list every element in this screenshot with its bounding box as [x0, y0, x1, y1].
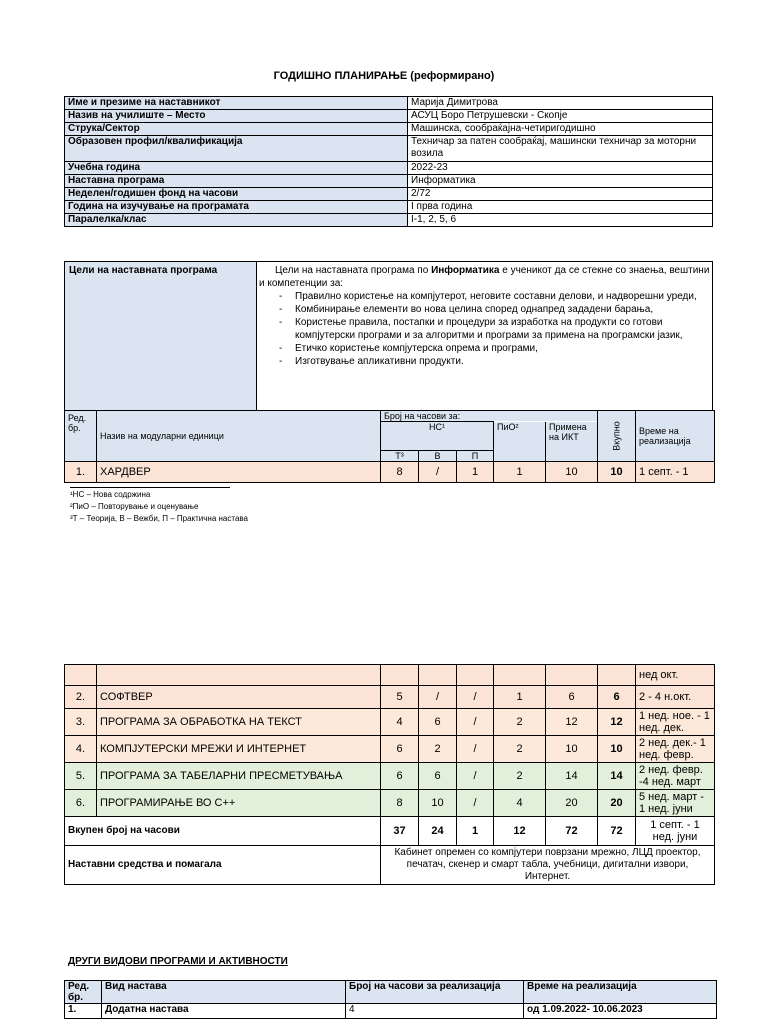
row-t: 8	[381, 790, 419, 817]
goal-item: - Комбинирање елементи во нова целина според однапред зададени барања,	[295, 303, 710, 316]
row-v: 6	[419, 709, 457, 736]
row-p: /	[457, 686, 494, 709]
row-pio: 4	[494, 790, 546, 817]
footnote: ¹НС – Нова содржина	[70, 490, 151, 499]
footnote: ²ПиО – Повторување и оценување	[70, 502, 199, 511]
row-num: 6.	[65, 790, 97, 817]
row-v: 6	[419, 763, 457, 790]
row-when: нед окт.	[636, 665, 715, 686]
col-t-header: Т³	[381, 451, 419, 462]
col-total-label: Вкупно	[611, 421, 622, 451]
info-value: Техничар за патен сообраќај, машински техничар за моторни возила	[408, 136, 713, 162]
row-t: 5	[381, 686, 419, 709]
row-num: 3.	[65, 709, 97, 736]
row-when: 2 - 4 н.окт.	[636, 686, 715, 709]
info-label: Струка/Сектор	[65, 123, 408, 136]
info-row	[65, 97, 713, 110]
info-row	[65, 175, 713, 188]
col-total-header	[598, 411, 636, 462]
row-p: /	[457, 763, 494, 790]
info-value: 2/72	[408, 188, 713, 201]
row-when: 5 нед. март - 1 нед. јуни	[636, 790, 715, 817]
col-pio-header: ПиО²	[494, 422, 546, 462]
row-t: 6	[381, 736, 419, 763]
info-value: 2022-23	[408, 162, 713, 175]
row-name: КОМПЈУТЕРСКИ МРЕЖИ И ИНТЕРНЕТ	[97, 736, 381, 763]
row-p: /	[457, 790, 494, 817]
row-ikt: 20	[546, 790, 598, 817]
col-hours-header: Број на часови за:	[381, 411, 598, 422]
row-p: /	[457, 709, 494, 736]
col-p-header: П	[457, 451, 494, 462]
activity-row	[65, 1004, 717, 1019]
info-label: Учебна година	[65, 162, 408, 175]
row-v: 2	[419, 736, 457, 763]
info-value: АСУЦ Боро Петрушевски - Скопје	[408, 110, 713, 123]
row-ikt: 12	[546, 709, 598, 736]
row-when: 1 септ. - 1	[636, 462, 715, 483]
act-when-header: Време на реализација	[524, 981, 717, 1004]
goal-item: - Етичко користење компјутерска опрема и програми,	[295, 342, 710, 355]
col-when-header: Време на реализација	[636, 411, 715, 462]
act-num: 1.	[65, 1004, 102, 1019]
goals-label: Цели на наставната програма	[65, 262, 257, 411]
resources-value: Кабинет опремен со компјутери поврзани мрежно, ЛЦД проектор, печатач, скенер и смарт табла, учебници, дигитални извори, Интернет.	[381, 846, 715, 885]
resources-label: Наставни средства и помагала	[65, 846, 381, 885]
module-row	[65, 462, 715, 483]
module-row	[65, 763, 715, 790]
row-name: СОФТВЕР	[97, 686, 381, 709]
info-value: Машинска, сообраќајна-четиригодишно	[408, 123, 713, 136]
row-total: 14	[598, 763, 636, 790]
resources-row	[65, 846, 715, 885]
totals-row	[65, 817, 715, 846]
info-row	[65, 123, 713, 136]
row-p: 1	[457, 462, 494, 483]
row-num: 4.	[65, 736, 97, 763]
module-row	[65, 790, 715, 817]
row-name: ПРОГРАМИРАЊЕ ВО C++	[97, 790, 381, 817]
row-num: 2.	[65, 686, 97, 709]
row-ikt: 10	[546, 462, 598, 483]
goal-item: - Користење правила, постапки и процедури за изработка на продукти со готови компјутерски програми и за алгоритми и програми за примена на програмски јазик,	[295, 316, 710, 342]
row-total: 20	[598, 790, 636, 817]
modules-table-header	[64, 410, 715, 483]
goals-intro-rest: е ученикот да се стекне со знаења, вештини и компетенции за:	[259, 265, 710, 289]
info-label: Наставна програма	[65, 175, 408, 188]
row-v: 10	[419, 790, 457, 817]
module-row	[65, 736, 715, 763]
row-v: /	[419, 462, 457, 483]
goals-intro	[259, 264, 710, 290]
act-num-header: Ред. бр.	[65, 981, 102, 1004]
modules-table	[64, 664, 715, 885]
info-label: Паралелка/клас	[65, 214, 408, 227]
row-t: 4	[381, 709, 419, 736]
col-name-header: Назив на модуларни единици	[97, 411, 381, 462]
row-name: ПРОГРАМА ЗА ОБРАБОТКА НА ТЕКСТ	[97, 709, 381, 736]
goal-item: - Правилно користење на компјутерот, неговите составни делови, и надворешни уреди,	[295, 290, 710, 303]
info-value: Информатика	[408, 175, 713, 188]
row-num: 1.	[65, 462, 97, 483]
row-when: 2 нед. дек.- 1 нед. февр.	[636, 736, 715, 763]
page-title: ГОДИШНО ПЛАНИРАЊЕ (реформирано)	[273, 70, 495, 82]
module-row	[65, 709, 715, 736]
other-programs-heading: ДРУГИ ВИДОВИ ПРОГРАМИ И АКТИВНОСТИ	[68, 956, 288, 967]
totals-label: Вкупен број на часови	[65, 817, 381, 846]
totals-total: 72	[598, 817, 636, 846]
info-value: Марија Димитрова	[408, 97, 713, 110]
info-label: Година на изучување на програмата	[65, 201, 408, 214]
row-pio: 2	[494, 763, 546, 790]
row-num: 5.	[65, 763, 97, 790]
row-t: 6	[381, 763, 419, 790]
info-row	[65, 214, 713, 227]
other-activities-table	[64, 980, 717, 1019]
row-pio: 2	[494, 709, 546, 736]
info-row	[65, 201, 713, 214]
row-name: ПРОГРАМА ЗА ТАБЕЛАРНИ ПРЕСМЕТУВАЊА	[97, 763, 381, 790]
col-num-header: Ред. бр.	[65, 411, 97, 462]
info-row	[65, 162, 713, 175]
goals-list	[259, 290, 710, 368]
row-pio: 1	[494, 686, 546, 709]
row-total: 6	[598, 686, 636, 709]
goal-item: - Изготвување апликативни продукти.	[295, 355, 710, 368]
row-v: /	[419, 686, 457, 709]
module-row-continuation	[65, 665, 715, 686]
row-name: ХАРДВЕР	[97, 462, 381, 483]
row-p: /	[457, 736, 494, 763]
act-hours-header: Број на часови за реализација	[346, 981, 524, 1004]
info-label: Неделен/годишен фонд на часови	[65, 188, 408, 201]
col-v-header: В	[419, 451, 457, 462]
info-value: I-1, 2, 5, 6	[408, 214, 713, 227]
col-ns-header: НС¹	[381, 422, 494, 451]
program-goals-table	[64, 261, 713, 411]
row-t: 8	[381, 462, 419, 483]
totals-ikt: 72	[546, 817, 598, 846]
totals-p: 1	[457, 817, 494, 846]
act-when: од 1.09.2022- 10.06.2023	[524, 1004, 717, 1019]
info-row	[65, 136, 713, 162]
info-label: Назив на училиште – Место	[65, 110, 408, 123]
info-value: I прва година	[408, 201, 713, 214]
row-total: 10	[598, 462, 636, 483]
info-label: Образовен профил/квалификација	[65, 136, 408, 162]
row-total: 12	[598, 709, 636, 736]
module-row	[65, 686, 715, 709]
col-ikt-header: Примена на ИКТ	[546, 422, 598, 462]
info-label: Име и презиме на наставникот	[65, 97, 408, 110]
info-row	[65, 110, 713, 123]
goals-content	[257, 262, 713, 411]
row-ikt: 6	[546, 686, 598, 709]
teacher-info-table	[64, 96, 713, 227]
totals-t: 37	[381, 817, 419, 846]
totals-pio: 12	[494, 817, 546, 846]
row-when: 2 нед. февр. -4 нед. март	[636, 763, 715, 790]
row-pio: 1	[494, 462, 546, 483]
act-type-header: Вид настава	[102, 981, 346, 1004]
footnote: ³Т – Теорија, В – Вежби, П – Практична настава	[70, 514, 249, 523]
info-row	[65, 188, 713, 201]
row-ikt: 14	[546, 763, 598, 790]
totals-when: 1 септ. - 1 нед. јуни	[636, 817, 715, 846]
footnote-divider	[70, 487, 230, 488]
act-hours: 4	[346, 1004, 524, 1019]
goals-intro-text: Цели на наставната програма по	[275, 265, 432, 276]
row-pio: 2	[494, 736, 546, 763]
row-when: 1 нед. ное. - 1 нед. дек.	[636, 709, 715, 736]
totals-v: 24	[419, 817, 457, 846]
row-ikt: 10	[546, 736, 598, 763]
goals-subject: Информатика	[431, 265, 500, 276]
act-type: Додатна настава	[102, 1004, 346, 1019]
row-total: 10	[598, 736, 636, 763]
